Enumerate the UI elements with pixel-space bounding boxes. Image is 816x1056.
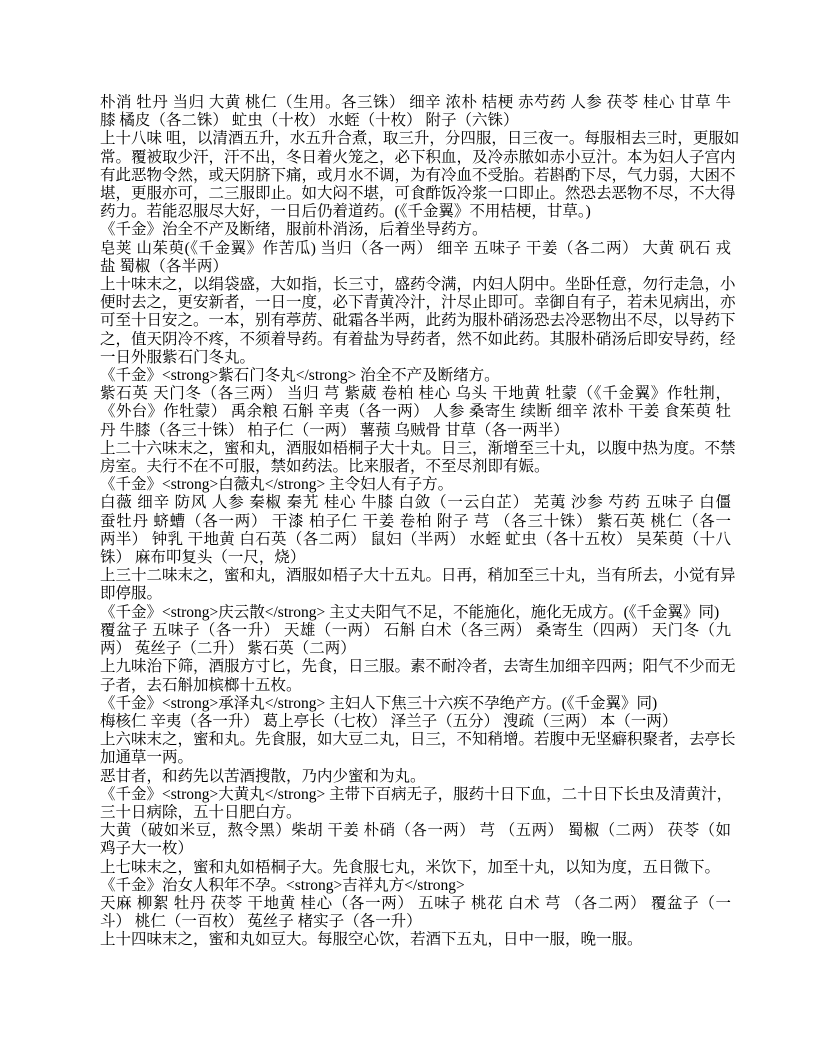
text-line: 覆盆子 五味子（各一升） 天雄（一两） 石斛 白术（各三两） 桑寄生（四两） 天门冬（九 bbox=[100, 621, 731, 639]
text-line: 《千金》治女人积年不孕。<strong>吉祥丸方</strong> bbox=[100, 876, 465, 894]
text-line: 丹 牛膝（各三十铢） 柏子仁（一两） 薯蓣 乌贼骨 甘草（各一两半） bbox=[100, 421, 569, 439]
text-line: 两） 菟丝子（二升） 紫石英（二两） bbox=[100, 640, 356, 658]
text-line: 堪，更服亦可，二三服即止。如大闷不堪，可食酢饭冷浆一口即止。然恐去恶物不尽，不大得 bbox=[100, 185, 736, 203]
text-line: 有此恶物令然，或天阴脐下痛，或月水不调，为有冷血不受胎。若斟酌下尽，气力弱，大困不 bbox=[100, 166, 736, 184]
text-line: 上三十二味末之，蜜和丸，酒服如梧子大十五丸。日再，稍加至三十丸，当有所去，小觉有异 bbox=[100, 567, 736, 585]
text-line: 常。覆被取少汗，汗不出，冬日着火笼之，必下积血，及冷赤脓如赤小豆汁。本为妇人子宫内 bbox=[100, 148, 736, 166]
text-line: 《千金》<strong>庆云散</strong> 主丈夫阳气不足，不能施化，施化无成方。(《千金翼》同) bbox=[100, 603, 720, 621]
text-line: 铢） 麻布叩复头（一尺，烧） bbox=[100, 549, 306, 567]
text-line: 《千金》<strong>紫石门冬丸</strong> 治全不产及断绪方。 bbox=[100, 367, 500, 385]
text-line: 大黄（破如米豆，熬令黑）柴胡 干姜 朴硝（各一两） 芎 （五两） 蜀椒（二两） 茯苓（如 bbox=[100, 822, 731, 840]
text-line: 恶甘者，和药先以苦酒搜散，乃内少蜜和为丸。 bbox=[100, 767, 426, 785]
text-line: 蚕牡丹 蛴螬（各一两） 干漆 柏子仁 干姜 卷柏 附子 芎 （各三十铢） 紫石英 桃仁（各一 bbox=[100, 512, 731, 530]
text-line: 上十味末之，以绢袋盛，大如指，长三寸，盛药令满，内妇人阴中。坐卧任意，勿行走急，小 bbox=[100, 276, 736, 294]
text-line: 便时去之，更安新者，一日一度，必下青黄冷汁，汁尽止即可。幸御自有子，若未见病出，亦 bbox=[100, 294, 736, 312]
text-line: 盐 蜀椒（各半两） bbox=[100, 257, 228, 275]
text-line: 两半） 钟乳 干地黄 白石英（各二两） 鼠妇（半两） 水蛭 虻虫（各十五枚） 吴茱萸（十八 bbox=[100, 530, 731, 548]
text-line: 膝 橘皮（各二铢） 虻虫（十枚） 水蛭（十枚） 附子（六铢） bbox=[100, 112, 519, 130]
text-line: 《外台》作牡蒙） 禹余粮 石斛 辛夷（各一两） 人参 桑寄生 续断 细辛 浓朴 干姜 食茱萸 牡 bbox=[100, 403, 731, 421]
text-line: 鸡子大一枚） bbox=[100, 840, 194, 858]
text-line: 房室。夫行不在不可服，禁如药法。比来服者，不至尽剂即有娠。 bbox=[100, 458, 550, 476]
text-line: 《千金》治全不产及断绪，服前朴消汤，后着坐导药方。 bbox=[100, 221, 488, 239]
text-line: 可至十日安之。一本，别有葶苈、砒霜各半两，此药为服朴硝汤恐去冷恶物出不尽，以导药下 bbox=[100, 312, 736, 330]
text-line: 一日外服紫石门冬丸。 bbox=[100, 348, 256, 366]
text-line: 《千金》<strong>白薇丸</strong> 主令妇人有子方。 bbox=[100, 476, 454, 494]
text-line: 三十日病除，五十日肥白方。 bbox=[100, 803, 302, 821]
text-line: 之，值天阴冷不疼，不须着导药。有着盐为导药者，然不如此药。其服朴硝汤后即安导药，经 bbox=[100, 330, 736, 348]
text-line: 即停服。 bbox=[100, 585, 163, 603]
text-line: 上六味末之，蜜和丸。先食服，如大豆二丸，日三，不知稍增。若腹中无坚癖积聚者，去亭长 bbox=[100, 731, 736, 749]
text-line: 白薇 细辛 防风 人参 秦椒 秦艽 桂心 牛膝 白敛（一云白芷） 芜荑 沙参 芍药 五味子 白僵 bbox=[100, 494, 731, 512]
text-line: 药力。若能忍服尽大好，一日后仍着道药。(《千金翼》不用桔梗，甘草。) bbox=[100, 203, 591, 221]
text-line: 皂荚 山茱萸(《千金翼》作苦瓜) 当归（各一两） 细辛 五味子 干姜（各二两） 大黄 矾石 戎 bbox=[100, 239, 731, 257]
text-line: 加通草一两。 bbox=[100, 749, 194, 767]
text-line: 《千金》<strong>承泽丸</strong> 主妇人下焦三十六疾不孕绝产方。(《千金翼》同) bbox=[100, 694, 658, 712]
text-line: 梅核仁 辛夷（各一升） 葛上亭长（七枚） 泽兰子（五分） 溲疏（三两） 本（一两） bbox=[100, 712, 678, 730]
document-body bbox=[100, 94, 740, 950]
text-line: 朴消 牡丹 当归 大黄 桃仁（生用。各三铢） 细辛 浓朴 桔梗 赤芍药 人参 茯苓 桂心 甘草 牛 bbox=[100, 94, 731, 111]
text-line: 斗） 桃仁（一百枚） 菟丝子 楮实子（各一升） bbox=[100, 913, 422, 931]
text-line: 子者，去石斛加槟榔十五枚。 bbox=[100, 676, 302, 694]
text-line: 上九味治下筛，酒服方寸匕，先食，日三服。素不耐冷者，去寄生加细辛四两；阳气不少而无 bbox=[100, 658, 736, 676]
text-line: 上十八味 咀，以清酒五升，水五升合煮，取三升，分四服，日三夜一。每服相去三时，更服如 bbox=[100, 130, 740, 148]
text-line: 上二十六味末之，蜜和丸，酒服如梧桐子大十丸。日三，渐增至三十丸，以腹中热为度。不禁 bbox=[100, 439, 736, 457]
text-line: 紫石英 天门冬（各三两） 当归 芎 紫葳 卷柏 桂心 乌头 干地黄 牡蒙（《千金翼》作牡荆， bbox=[100, 385, 731, 403]
text-line: 上七味末之，蜜和丸如梧桐子大。先食服七丸，米饮下，加至十丸，以知为度，五日微下。 bbox=[100, 858, 721, 876]
text-line: 《千金》<strong>大黄丸</strong> 主带下百病无子，服药十日下血，二十日下长虫及清黄汁， bbox=[100, 785, 733, 803]
text-line: 上十四味末之，蜜和丸如豆大。每服空心饮，若酒下五丸，日中一服，晚一服。 bbox=[100, 931, 643, 949]
text-line: 天麻 柳絮 牡丹 茯苓 干地黄 桂心（各一两） 五味子 桃花 白术 芎 （各二两） 覆盆子（一 bbox=[100, 894, 731, 912]
